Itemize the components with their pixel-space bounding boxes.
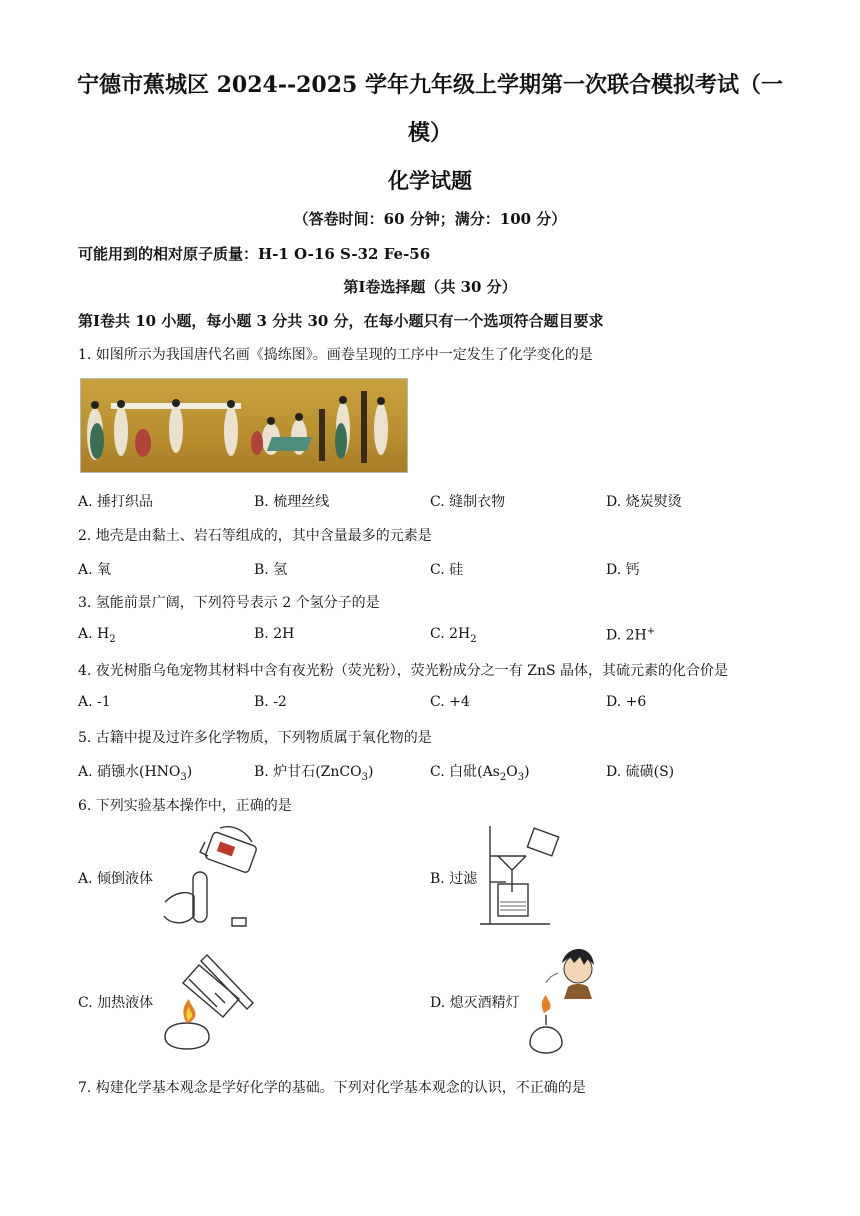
- q4-option-a: A. -1: [78, 694, 111, 710]
- q5-option-a: A. 硝镪水$(HNO_3)$: [78, 764, 193, 783]
- q2-option-d: D. 钙: [606, 562, 640, 578]
- q5-option-c: C. 白砒$(As_2O_3)$: [430, 764, 530, 783]
- q4-option-d: D. +6: [606, 694, 647, 710]
- q5-option-d: D. 硫磺(S): [606, 764, 675, 780]
- q3-option-a: A. $H_2$: [78, 626, 116, 645]
- exam-info: （答卷时间：60 分钟；满分：100 分）: [293, 210, 567, 228]
- atomic-masses: 可能用到的相对原子质量：H-1 O-16 S-32 Fe-56: [78, 245, 431, 263]
- extinguish-lamp-figure: [520, 943, 610, 1058]
- heating-liquid-figure: [155, 945, 265, 1055]
- q2-option-c: C. 硅: [430, 562, 464, 578]
- filtration-figure: [478, 822, 570, 930]
- q4-option-c: C. +4: [430, 694, 470, 710]
- q2-option-b: B. 氢: [254, 562, 288, 578]
- question-6-stem: 6. 下列实验基本操作中，正确的是: [78, 798, 292, 814]
- part-title: 第Ⅰ卷选择题（共 30 分）: [343, 278, 517, 296]
- q1-option-c: C. 缝制衣物: [430, 494, 506, 510]
- pouring-liquid-figure: [160, 820, 260, 935]
- q5-option-b: B. 炉甘石(ZnCO$_3$): [254, 764, 374, 783]
- q1-option-a: A. 捶打织品: [78, 494, 154, 510]
- q6-option-d: D. 熄灭酒精灯: [430, 995, 520, 1011]
- q3-option-b: B. 2H: [254, 626, 295, 642]
- q2-option-a: A. 氧: [78, 562, 112, 578]
- q6-option-a: A. 倾倒液体: [78, 871, 154, 887]
- question-1-stem: 1. 如图所示为我国唐代名画《捣练图》。画卷呈现的工序中一定发生了化学变化的是: [78, 347, 593, 363]
- q3-option-c: C. $2H_2$: [430, 626, 477, 645]
- q4-option-b: B. -2: [254, 694, 287, 710]
- question-4-stem: 4. 夜光树脂乌龟宠物其材料中含有夜光粉（荧光粉），荧光粉成分之一有 ZnS 晶体，其硫元素的化合价是: [78, 663, 729, 679]
- question-3-stem: 3. 氢能前景广阔，下列符号表示 2 个氢分子的是: [78, 595, 380, 611]
- page-title-line2: 模）: [407, 120, 452, 146]
- question-2-stem: 2. 地壳是由黏土、岩石等组成的，其中含量最多的元素是: [78, 528, 432, 544]
- subject-title: 化学试题: [388, 168, 472, 193]
- q6-option-b: B. 过滤: [430, 871, 478, 887]
- daolian-painting-image: [80, 378, 408, 473]
- q1-option-b: B. 梳理丝线: [254, 494, 330, 510]
- painting-figures: [81, 379, 407, 472]
- q1-option-d: D. 烧炭熨烫: [606, 494, 682, 510]
- page-title-line1: 宁德市蕉城区 2024--2025 学年九年级上学期第一次联合模拟考试（一: [76, 72, 784, 98]
- q3-option-d: D. 2H+: [606, 626, 656, 644]
- part-instructions: 第Ⅰ卷共 10 小题，每小题 3 分共 30 分，在每小题只有一个选项符合题目要求: [78, 312, 604, 330]
- question-7-stem: 7. 构建化学基本观念是学好化学的基础。下列对化学基本观念的认识，不正确的是: [78, 1080, 586, 1096]
- question-5-stem: 5. 古籍中提及过许多化学物质，下列物质属于氧化物的是: [78, 730, 432, 746]
- q6-option-c: C. 加热液体: [78, 995, 154, 1011]
